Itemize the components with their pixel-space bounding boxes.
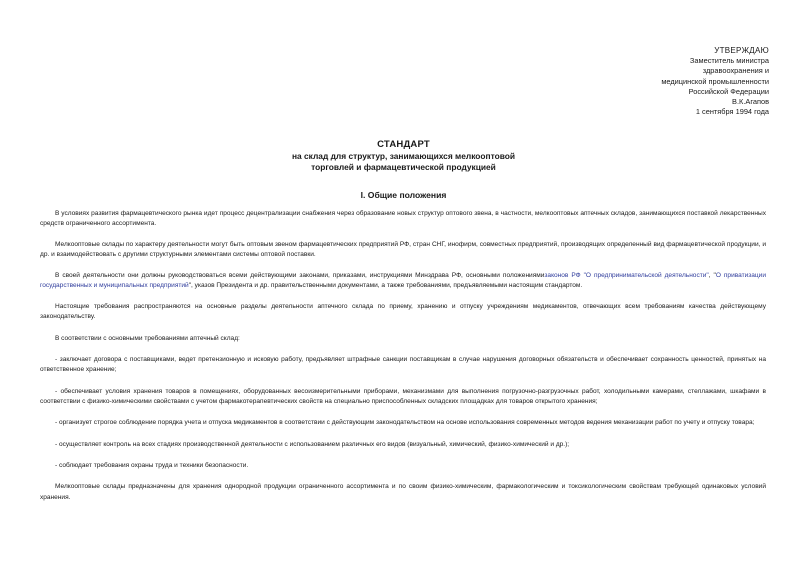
approval-signatory: В.К.Агапов: [732, 97, 769, 107]
paragraph-scope: Настоящие требования распространяются на основные разделы деятельности аптечного склада по приему, хранению и отпуску учреждениям медикаментов, отвечающих всем требованиям качества действующему законодательству.: [40, 303, 766, 321]
document-title: СТАНДАРТ: [377, 139, 430, 150]
approval-line: Российской Федерации: [688, 86, 769, 96]
paragraph-storage-purpose: Мелкооптовые склады предназначены для хранения однородной продукции ограниченного ассортимента и по своим физико-химическим, фармакологическим и токсикологическим свойствам требующей одинаковых условий хранения.: [40, 483, 766, 501]
legal-basis-text: В своей деятельности они должны руководствоваться всеми действующими законами, приказами, инструкциями Минздрава РФ, основными положениями: [55, 272, 545, 279]
paragraph-legal-basis: [40, 271, 766, 291]
requirement-quality-control: - осуществляет контроль на всех стадиях производственной деятельности с использованием различных его видов (визуальный, химический, физико-химический и др.);: [55, 440, 570, 448]
document-subtitle-line: торговлей и фармацевтической продукцией: [311, 161, 496, 172]
paragraph-requirements-intro: В соответствии с основными требованиями аптечный склад:: [55, 334, 240, 342]
paragraph-warehouse-role: Мелкооптовые склады по характеру деятельности могут быть оптовым звеном фармацевтических предприятий РФ, стран СНГ, инофирм, совместных предприятий, производящих определенный вид фармацевтической продукции, и др. и взаимодействовать с другими структурными элементами системы оптовой поставки.: [40, 241, 766, 259]
law-entrepreneurship-link[interactable]: законов РФ "О предпринимательской деятельности": [544, 272, 709, 279]
approval-title: УТВЕРЖДАЮ: [714, 46, 769, 55]
approval-line: Заместитель министра: [689, 56, 769, 66]
legal-basis-tail: ", указов Президента и др. правительственными документами, а также требованиями, предъявляемыми настоящим стандартом.: [188, 282, 583, 290]
requirement-accounting: - организует строгое соблюдение порядка учета и отпуска медикаментов в соответствии с действующим законодательством на основе использования современных методов ведения механизации работ по учету и отпуску товара;: [55, 419, 755, 427]
requirement-storage-conditions: - обеспечивает условия хранения товаров в помещениях, оборудованных весоизмерительными приборами, механизмами для выполнения погрузочно-разгрузочных работ, холодильными камерами, стеллажами, шкафами в соответствии с физико-химическими свойствами с учетом фармакотерапевтических свойств на специально приспособленных складских площадках для товаров открытого хранения;: [40, 387, 766, 405]
document-title-block: [0, 139, 807, 172]
document-subtitle-line: на склад для структур, занимающихся мелкооптовой: [291, 151, 515, 161]
approval-date: 1 сентября 1994 года: [695, 107, 769, 117]
approval-line: медицинской промышленности: [661, 76, 769, 86]
approval-line: здравоохранения и: [702, 66, 769, 76]
section-heading: I. Общие положения: [360, 190, 447, 200]
approval-block: [661, 46, 769, 117]
requirement-safety: - соблюдает требования охраны труда и техники безопасности.: [55, 461, 249, 469]
legal-basis-separator: , ": [708, 272, 716, 279]
law-privatization-link[interactable]: О приватизации государственных и муниципальных предприятий: [40, 272, 766, 290]
paragraph-market-development: В условиях развития фармацевтического рынка идет процесс децентрализации снабжения через образование новых структур оптового звена, в частности, мелкооптовых аптечных складов, занимающихся поставкой лекарственных средств ограниченного ассортимента.: [40, 210, 766, 228]
document-body: [40, 209, 766, 503]
requirement-contracts: - заключает договора с поставщиками, ведет претензионную и исковую работу, предъявляет штрафные санкции поставщикам в случае нарушения договорных обязательств и обеспечивает сохранность ценностей, принятых на ответственное хранение;: [40, 355, 766, 374]
